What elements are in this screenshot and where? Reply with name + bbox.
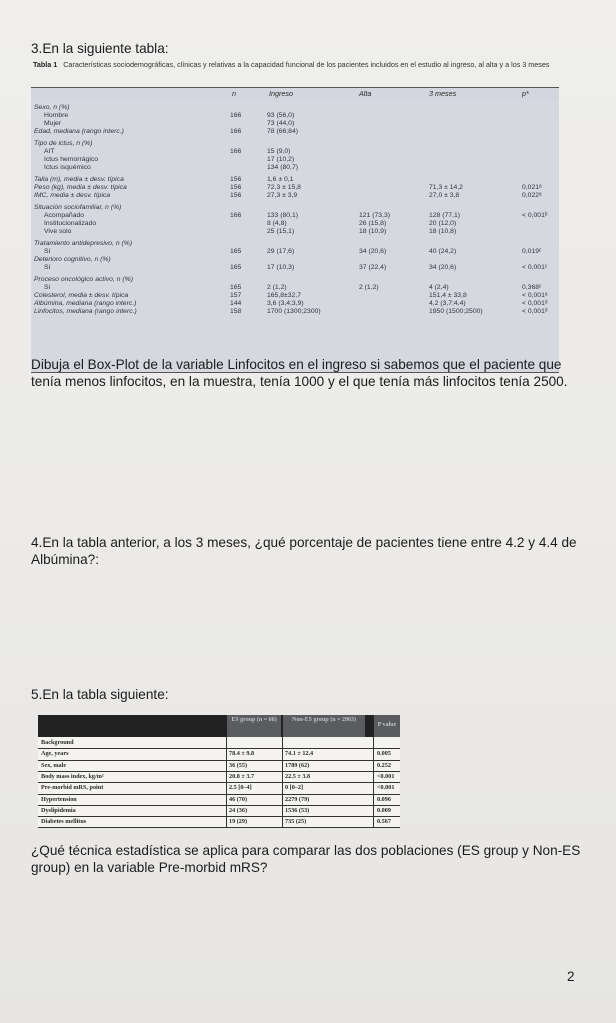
cell-non-es-group: 74.1 ± 12.4: [285, 750, 314, 758]
question-3-text: Dibuja el Box-Plot de la variable Linfocitos en el ingreso si sabemos que el paciente que tenía menos linfocitos, en la muestra, tenía 1000 y el que tenía más linfocitos tenía 2500.: [31, 357, 568, 389]
row-label: Peso (kg), media ± desv. típica: [34, 184, 127, 191]
header-n: n: [232, 89, 236, 98]
table-1-row: [31, 204, 559, 212]
cell-ingreso: 25 (15,1): [267, 228, 295, 235]
table-2-row: [38, 738, 400, 747]
table-2-row: [38, 772, 400, 781]
cell-p-value: < 0,001ᵃ: [522, 292, 548, 299]
cell-3-meses: 4 (2,4): [429, 284, 449, 291]
row-label: Age, years: [41, 750, 69, 758]
cell-ingreso: 27,3 ± 3,9: [267, 192, 298, 199]
cell-ingreso: 3,6 (3,4;3,9): [267, 300, 304, 307]
table-2-row: [38, 806, 400, 815]
table-1-row: [31, 256, 559, 264]
table-1-row: [31, 120, 559, 128]
table-1-row: [31, 148, 559, 156]
cell-ingreso: 17 (10,3): [267, 264, 295, 271]
cell-p-value: 0,021ᵃ: [522, 184, 542, 191]
table-1-row: [31, 156, 559, 164]
page-number: 2: [567, 969, 575, 984]
question-4-text: 4.En la tabla anterior, a los 3 meses, ¿qué porcentaje de pacientes tiene entre 4.2 y 4.4 de Albúmina?:: [31, 535, 577, 567]
question-5-title: 5.En la tabla siguiente:: [31, 687, 169, 702]
header-es-group: ES group (n = 66): [227, 715, 281, 737]
table-2-row: [38, 761, 400, 770]
cell-3-meses: 128 (77,1): [429, 212, 460, 219]
table-1-row: [31, 192, 559, 200]
cell-3-meses: 34 (20,6): [429, 264, 457, 271]
table-1: [31, 60, 559, 375]
row-label: Vive solo: [44, 228, 72, 235]
cell-p-value: 0.005: [377, 750, 391, 758]
row-label: Sí: [44, 264, 51, 271]
row-label: Tipo de ictus, n (%): [34, 140, 93, 147]
cell-ingreso: 17 (10,2): [267, 156, 295, 163]
row-label: Situación sociofamiliar, n (%): [34, 204, 122, 211]
table-1-row: [31, 176, 559, 184]
row-label: IMC, media ± desv. típica: [34, 192, 111, 199]
table-2-rule: [38, 805, 400, 806]
cell-p-value: < 0,001ᶜ: [522, 264, 548, 271]
cell-alta: 121 (73,3): [359, 212, 390, 219]
row-label: Hypertension: [41, 795, 77, 803]
cell-ingreso: 1700 (1300;2300): [267, 308, 321, 315]
cell-ingreso: 78 (66;84): [267, 128, 298, 135]
row-label: Acompañado: [44, 212, 85, 219]
row-label: Mujer: [44, 120, 61, 127]
row-label: Edad, mediana (rango interc.): [34, 128, 124, 135]
cell-alta: 34 (20,6): [359, 248, 387, 255]
row-label: Sexo, n (%): [34, 104, 70, 111]
row-label: Ictus hemorrágico: [44, 156, 99, 163]
cell-alta: 26 (15,8): [359, 220, 387, 227]
cell-non-es-group: 1536 (53): [285, 806, 310, 814]
table-2-rule: [38, 816, 400, 817]
cell-n: 166: [230, 148, 242, 155]
table-2-rule: [38, 748, 400, 749]
cell-non-es-group: 22.5 ± 3.8: [285, 772, 311, 780]
cell-ingreso: 1,6 ± 0,1: [267, 176, 294, 183]
row-label: AIT: [44, 148, 55, 155]
cell-3-meses: 40 (24,2): [429, 248, 457, 255]
table-2-rule: [38, 782, 400, 783]
table-1-body: [31, 100, 559, 373]
cell-n: 166: [230, 212, 242, 219]
question-5-text: ¿Qué técnica estadística se aplica para comparar las dos poblaciones (ES group y Non-ES group) en la variable Pre-morbid mRS?: [31, 843, 581, 875]
cell-p-value: <0.001: [377, 784, 395, 792]
table-1-row: [31, 276, 559, 284]
table-1-header: [31, 87, 559, 101]
cell-n: 158: [230, 308, 242, 315]
cell-n: 156: [230, 184, 242, 191]
cell-3-meses: 20 (12,0): [429, 220, 457, 227]
cell-ingreso: 2 (1,2): [267, 284, 287, 291]
row-label: Colesterol, media ± desv. típica: [34, 292, 129, 299]
cell-non-es-group: 0 [0–2]: [285, 784, 304, 792]
cell-ingreso: 93 (56,0): [267, 112, 295, 119]
cell-ingreso: 134 (80,7): [267, 164, 298, 171]
cell-alta: 18 (10,9): [359, 228, 387, 235]
table-1-row: [31, 220, 559, 228]
cell-p-value: 0,019ᶜ: [522, 248, 542, 255]
question-3-title: 3.En la siguiente tabla:: [31, 41, 169, 56]
table-1-row: [31, 228, 559, 236]
cell-3-meses: 27,0 ± 3,8: [429, 192, 460, 199]
cell-n: 166: [230, 112, 242, 119]
table-2-rule: [38, 794, 400, 795]
cell-p-value: < 0,001ᵈ: [522, 308, 548, 315]
table-1-row: [31, 248, 559, 256]
table-1-row: [31, 104, 559, 112]
row-label: Talla (m), media ± desv. típica: [34, 176, 124, 183]
cell-ingreso: 29 (17,6): [267, 248, 295, 255]
cell-es-group: 19 (29): [229, 818, 248, 826]
header-non-es-group: Non-ES group (n = 2903): [283, 715, 365, 737]
table-1-row: [31, 292, 559, 300]
cell-p-value: 0,022ᵃ: [522, 192, 542, 199]
cell-ingreso: 133 (80,1): [267, 212, 298, 219]
cell-es-group: 2.5 [0–4]: [229, 784, 252, 792]
cell-es-group: 36 (55): [229, 761, 248, 769]
row-label: Ictus isquémico: [44, 164, 91, 171]
table-2-row: [38, 749, 400, 758]
cell-3-meses: 18 (10,8): [429, 228, 457, 235]
header-alta: Alta: [359, 89, 372, 98]
cell-non-es-group: 1789 (62): [285, 761, 310, 769]
row-label: Dyslipidemia: [41, 806, 76, 814]
row-label: Linfocitos, mediana (rango interc.): [34, 308, 137, 315]
cell-n: 156: [230, 176, 242, 183]
cell-3-meses: 1950 (1500;2500): [429, 308, 483, 315]
table-2-row: [38, 795, 400, 804]
table-2-header: [38, 715, 400, 737]
cell-ingreso: 165,8±32,7: [267, 292, 301, 299]
cell-3-meses: 71,3 ± 14,2: [429, 184, 463, 191]
header-p-value: P value: [374, 715, 400, 737]
table-1-caption-text: Características sociodemográficas, clínicas y relativas a la capacidad funcional de los pacientes incluidos en el estudio al ingreso, al alta y a los 3 meses: [63, 60, 550, 69]
header-ingreso: Ingreso: [269, 89, 293, 98]
row-label: Hombre: [44, 112, 69, 119]
row-label: Sí: [44, 284, 51, 291]
row-label: Diabetes mellitus: [41, 818, 87, 826]
row-label: Body mass index, kg/m²: [41, 772, 104, 780]
cell-p-value: 0,368ᶜ: [522, 284, 542, 291]
table-1-row: [31, 112, 559, 120]
table-1-row: [31, 140, 559, 148]
row-label: Background: [41, 739, 74, 746]
header-p: p*: [522, 89, 529, 98]
row-label: Deterioro cognitivo, n (%): [34, 256, 111, 263]
table-1-row: [31, 264, 559, 272]
cell-alta: 37 (22,4): [359, 264, 387, 271]
table-1-caption: [33, 60, 557, 69]
cell-p-value: < 0,001ᵇ: [522, 212, 548, 219]
cell-es-group: 78.4 ± 9.8: [229, 750, 255, 758]
row-label: Sí: [44, 248, 51, 255]
cell-non-es-group: 2279 (79): [285, 795, 310, 803]
cell-3-meses: 151,4 ± 33,8: [429, 292, 467, 299]
table-1-row: [31, 164, 559, 172]
cell-3-meses: 4,2 (3,7;4,4): [429, 300, 466, 307]
row-label: Institucionalizado: [44, 220, 97, 227]
cell-p-value: 0.009: [377, 806, 391, 814]
table-1-row: [31, 284, 559, 292]
row-label: Sex, male: [41, 761, 67, 769]
header-3-meses: 3 meses: [429, 89, 457, 98]
cell-ingreso: 72,3 ± 15,8: [267, 184, 301, 191]
cell-p-value: <0.001: [377, 772, 395, 780]
cell-n: 165: [230, 264, 242, 271]
table-1-row: [31, 240, 559, 248]
table-2-row: [38, 817, 400, 826]
cell-n: 144: [230, 300, 242, 307]
cell-p-value: 0.096: [377, 795, 391, 803]
row-label: Tratamiento antidepresivo, n (%): [34, 240, 133, 247]
cell-non-es-group: 735 (25): [285, 818, 307, 826]
cell-ingreso: 15 (9,0): [267, 148, 291, 155]
table-1-row: [31, 300, 559, 308]
cell-n: 156: [230, 192, 242, 199]
cell-n: 165: [230, 248, 242, 255]
cell-es-group: 24 (36): [229, 806, 248, 814]
cell-n: 157: [230, 292, 242, 299]
cell-ingreso: 8 (4,8): [267, 220, 287, 227]
row-label: Pre-morbid mRS, point: [41, 784, 104, 792]
table-1-row: [31, 308, 559, 316]
table-1-row: [31, 184, 559, 192]
row-label: Proceso oncológico activo, n (%): [34, 276, 133, 283]
cell-alta: 2 (1,2): [359, 284, 379, 291]
table-1-caption-label: Tabla 1: [33, 60, 58, 69]
table-2-rule: [38, 827, 400, 828]
cell-n: 165: [230, 284, 242, 291]
table-2: [38, 715, 400, 828]
cell-p-value: 0.252: [377, 761, 391, 769]
cell-n: 166: [230, 128, 242, 135]
table-2-rule: [38, 760, 400, 761]
cell-p-value: < 0,001ᵈ: [522, 300, 548, 307]
cell-ingreso: 73 (44,0): [267, 120, 295, 127]
row-label: Albúmina, mediana (rango interc.): [34, 300, 137, 307]
cell-es-group: 46 (70): [229, 795, 248, 803]
table-1-row: [31, 128, 559, 136]
table-1-row: [31, 212, 559, 220]
cell-p-value: 0.567: [377, 818, 391, 826]
cell-es-group: 20.8 ± 3.7: [229, 772, 255, 780]
table-2-row: [38, 783, 400, 792]
table-2-rule: [38, 771, 400, 772]
